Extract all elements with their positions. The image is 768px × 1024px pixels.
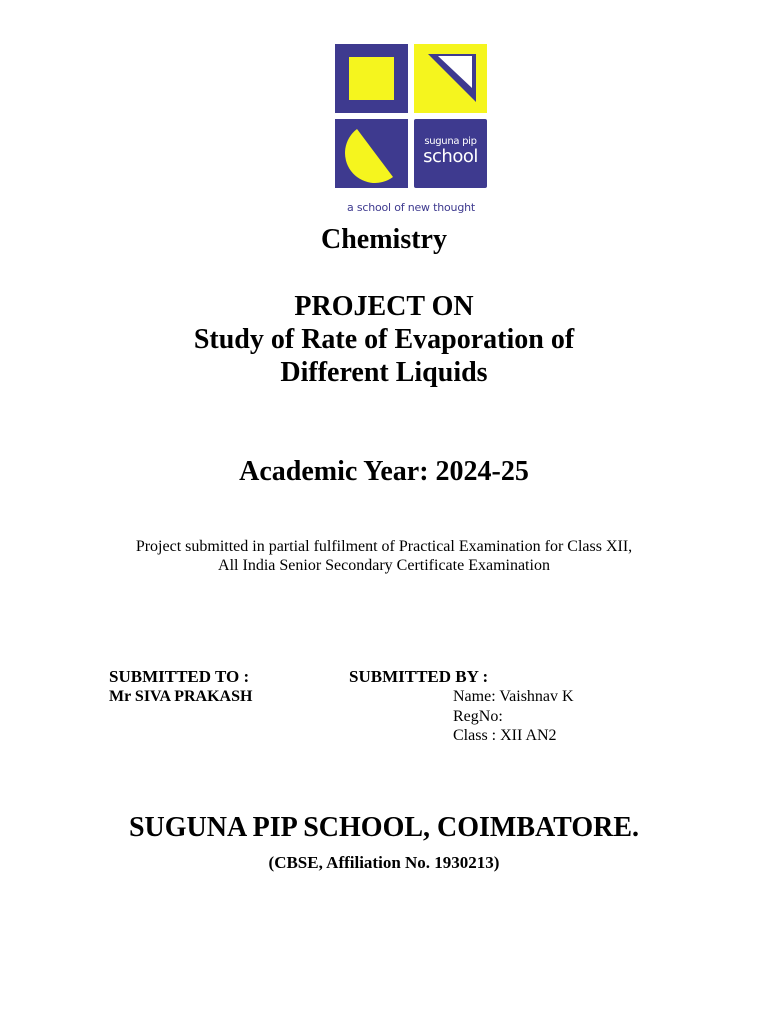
logo-brand-line-2: school <box>423 146 478 167</box>
logo-tile-brand <box>414 119 487 188</box>
logo-brand-line-1: suguna pip <box>424 136 477 147</box>
submitted-by-label: SUBMITTED BY : <box>349 667 489 686</box>
logo-tile-triangle <box>414 44 487 113</box>
logo-tagline: a school of new thought <box>347 201 475 214</box>
description-line-1: Project submitted in partial fulfilment of Practical Examination for Class XII, <box>135 538 633 555</box>
class-info: Class : XII AN2 <box>453 727 557 744</box>
affiliation: (CBSE, Affiliation No. 1930213) <box>268 853 500 872</box>
half-circle-shape <box>335 119 408 188</box>
academic-year: Academic Year: 2024-25 <box>239 456 529 487</box>
teacher-name: Mr SIVA PRAKASH <box>109 688 253 705</box>
description-line-2: All India Senior Secondary Certificate Examination <box>218 557 550 574</box>
yellow-square-shape <box>349 57 394 100</box>
project-title-line-1: Study of Rate of Evaporation of <box>193 324 575 355</box>
school-logo <box>335 44 487 216</box>
project-label: PROJECT ON <box>294 291 474 322</box>
submitted-to-label: SUBMITTED TO : <box>109 667 250 686</box>
project-title-line-2: Different Liquids <box>280 357 488 388</box>
triangle-shape <box>414 44 487 113</box>
subject-heading: Chemistry <box>321 224 447 255</box>
logo-tile-square <box>335 44 408 113</box>
student-name: Name: Vaishnav K <box>453 688 574 705</box>
school-name: SUGUNA PIP SCHOOL, COIMBATORE. <box>128 812 640 843</box>
reg-no: RegNo: <box>453 708 503 725</box>
logo-tile-half-circle <box>335 119 408 188</box>
